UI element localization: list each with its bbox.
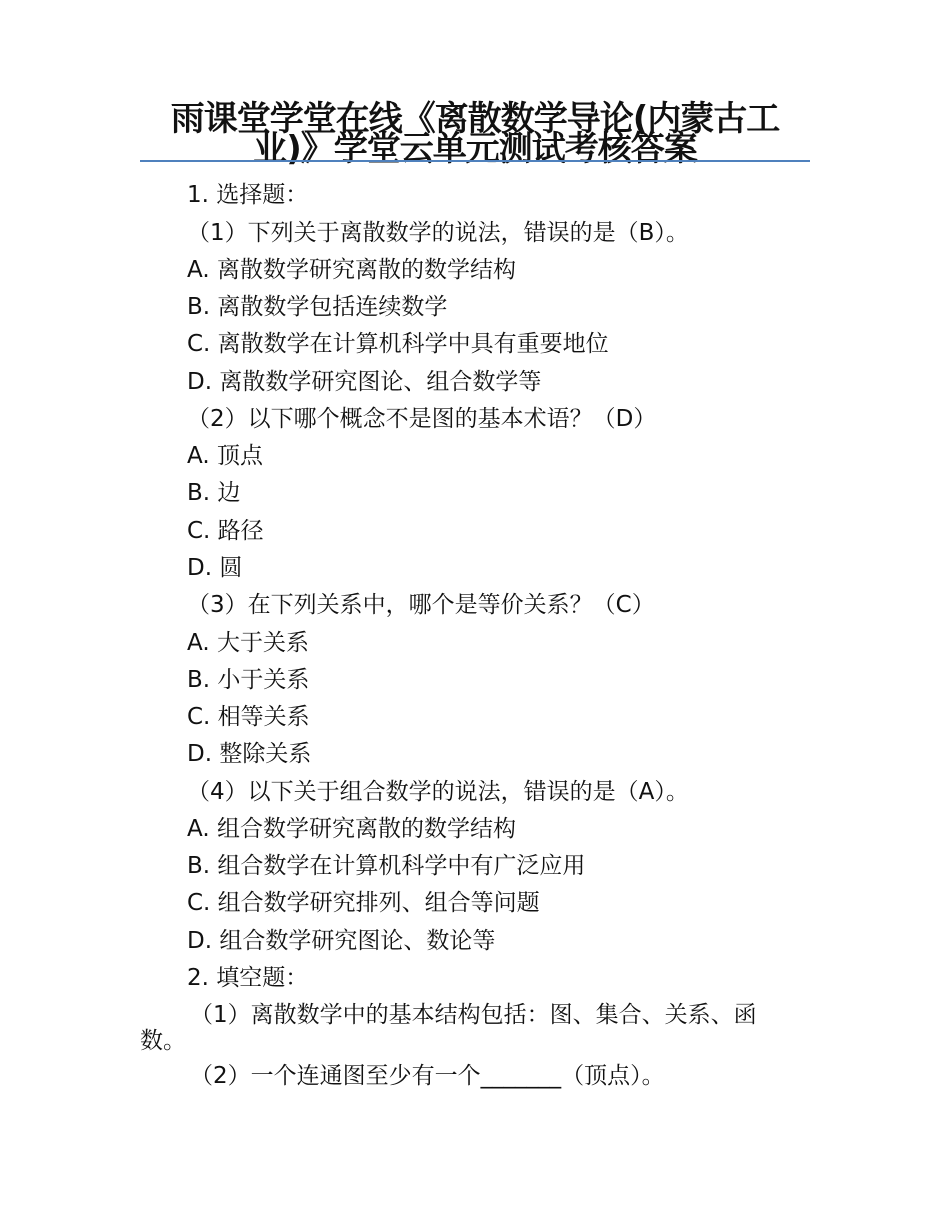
option-line: D. 圆 — [187, 555, 243, 581]
option-line: D. 整除关系 — [187, 741, 312, 767]
question-1: （1）下列关于离散数学的说法，错误的是（B）。 — [187, 220, 689, 246]
fill-question-1: （1）离散数学中的基本结构包括：图、集合、关系、函数。 — [140, 1002, 757, 1054]
option-line: B. 边 — [187, 480, 241, 506]
option-line: A. 组合数学研究离散的数学结构 — [187, 816, 516, 842]
option-line: C. 组合数学研究排列、组合等问题 — [187, 890, 540, 916]
option-line: D. 组合数学研究图论、数论等 — [187, 928, 496, 954]
option-line: A. 顶点 — [187, 443, 263, 469]
title-underline — [140, 160, 810, 162]
option-line: A. 大于关系 — [187, 630, 309, 656]
option-line: B. 离散数学包括连续数学 — [187, 294, 448, 320]
question-4: （4）以下关于组合数学的说法，错误的是（A）。 — [187, 779, 689, 805]
fill-question-2: （2）一个连通图至少有一个_______（顶点）。 — [190, 1063, 665, 1089]
option-line: B. 组合数学在计算机科学中有广泛应用 — [187, 853, 586, 879]
section-heading-choice: 1. 选择题： — [187, 182, 309, 208]
question-2: （2）以下哪个概念不是图的基本术语？（D） — [187, 406, 657, 432]
option-line: C. 相等关系 — [187, 704, 310, 730]
option-line: C. 路径 — [187, 518, 264, 544]
option-line: A. 离散数学研究离散的数学结构 — [187, 257, 516, 283]
question-3: （3）在下列关系中，哪个是等价关系？（C） — [187, 592, 655, 618]
document-title: 雨课堂学堂在线《离散数学导论(内蒙古工业)》学堂云单元测试考核答案 — [170, 99, 780, 169]
option-line: B. 小于关系 — [187, 667, 310, 693]
option-line: C. 离散数学在计算机科学中具有重要地位 — [187, 331, 609, 357]
option-line: D. 离散数学研究图论、组合数学等 — [187, 369, 542, 395]
section-heading-fill: 2. 填空题： — [187, 965, 309, 991]
